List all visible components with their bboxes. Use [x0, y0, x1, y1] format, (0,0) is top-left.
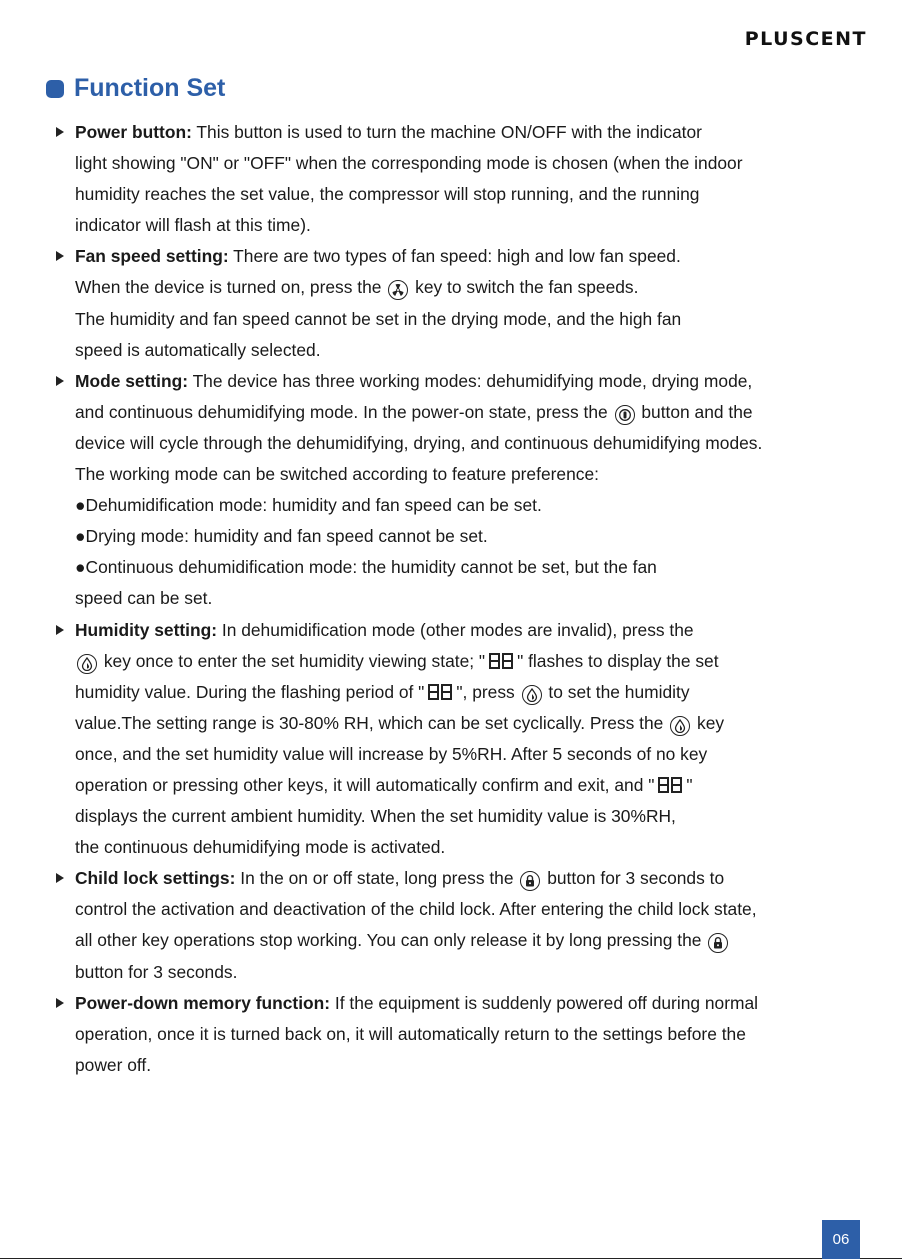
item-heading: Child lock settings: — [75, 868, 236, 889]
segment-display-icon — [658, 777, 682, 793]
power-button-item: Power button: This button is used to turn the machine ON/OFF with the indicator light showing "ON" or "OFF" when the corresponding mode is chosen (when the indoor humidity reaches the set value, the compressor will stop running, and the running indicator will flash at this time). — [54, 117, 884, 241]
segment-display-icon — [489, 653, 513, 669]
item-heading: Power-down memory function: — [75, 992, 331, 1013]
fan-icon — [388, 280, 408, 300]
title-bullet-icon — [46, 80, 64, 98]
arrow-bullet-icon — [56, 625, 64, 635]
humidity-drop-icon — [77, 654, 97, 674]
brand-logo: PLUSCENT — [744, 28, 867, 50]
child-lock-item: Child lock settings: In the on or off state, long press the button for 3 seconds to control the activation and deactivation of the child lock. After entering the child lock state, all other key operations stop working. You can only release it by long pressing the button for 3 seconds. — [54, 863, 884, 987]
segment-display-icon — [428, 684, 452, 700]
humidity-setting-item: Humidity setting: In dehumidification mode (other modes are invalid), press the key once to enter the set humidity viewing state; " " flashes to display the set humidity value. During the flashing period of " ", press to set the humidity value.The setting range is 30-80% RH, which can be set cyclically. Press the key once, and the set humidity value will increase by 5%RH. After 5 seconds of no key operation or pressing other keys, it will automatically confirm and exit, and " " displays the current ambient humidity. When the set humidity value is 30%RH, the continuous dehumidifying mode is activated. — [54, 615, 884, 864]
arrow-bullet-icon — [56, 127, 64, 137]
item-heading: Power button: — [75, 122, 192, 142]
list-item: ●Continuous dehumidification mode: the humidity cannot be set, but the fan — [75, 557, 657, 578]
page-title: Function Set — [74, 74, 226, 102]
arrow-bullet-icon — [56, 873, 64, 883]
list-item: ●Drying mode: humidity and fan speed cannot be set. — [75, 526, 488, 547]
section-title — [46, 74, 225, 103]
arrow-bullet-icon — [56, 251, 64, 261]
humidity-drop-icon — [670, 716, 690, 736]
arrow-bullet-icon — [56, 998, 64, 1008]
item-heading: Fan speed setting: — [75, 246, 229, 267]
item-heading: Mode setting: — [75, 370, 189, 391]
item-heading: Humidity setting: — [75, 619, 218, 640]
mode-icon — [615, 405, 635, 425]
lock-icon — [520, 871, 540, 891]
lock-icon — [708, 933, 728, 953]
arrow-bullet-icon — [56, 376, 64, 386]
function-list — [54, 117, 884, 1081]
mode-setting-item: Mode setting: The device has three working modes: dehumidifying mode, drying mode, and continuous dehumidifying mode. In the power-on state, press the button and the device will cycle through the dehumidifying, drying, and continuous dehumidifying modes. The working mode can be switched according to feature preference: ●Dehumidification mode: humidity and fan speed can be set. ●Drying mode: humidity and fan speed cannot be set. ●Continuous dehumidification mode: the humidity cannot be set, but the fan speed can be set. — [54, 366, 884, 615]
page-number: 06 — [822, 1220, 860, 1259]
list-item: ●Dehumidification mode: humidity and fan speed can be set. — [75, 495, 542, 516]
humidity-drop-icon — [522, 685, 542, 705]
fan-speed-item: Fan speed setting: There are two types of fan speed: high and low fan speed. When the device is turned on, press the key to switch the fan speeds. The humidity and fan speed cannot be set in the drying mode, and the high fan speed is automatically selected. — [54, 241, 884, 365]
power-down-memory-item: Power-down memory function: If the equipment is suddenly powered off during normal operation, once it is turned back on, it will automatically return to the settings before the power off. — [54, 988, 884, 1081]
